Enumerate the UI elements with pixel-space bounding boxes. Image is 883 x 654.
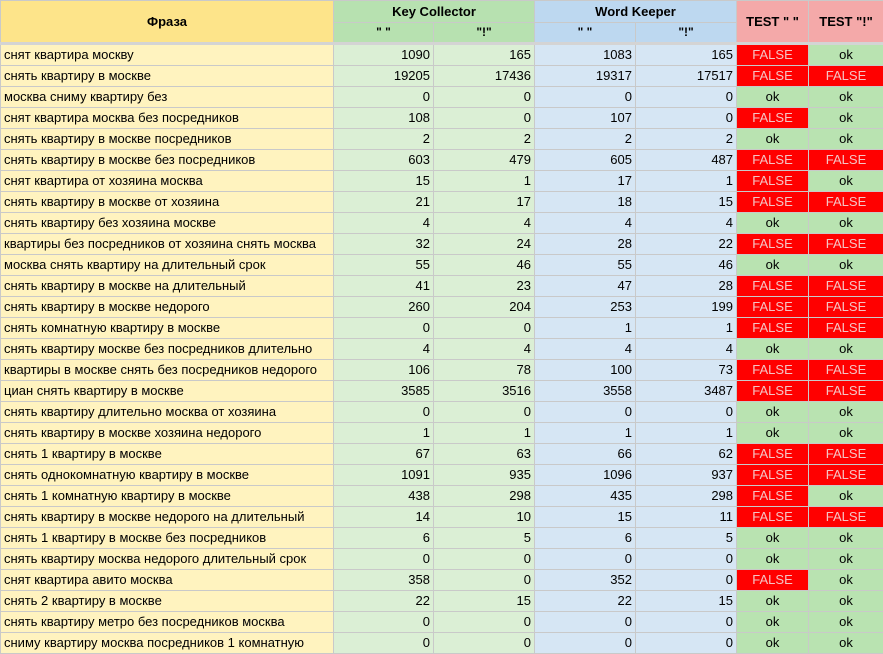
- wk-excl-cell[interactable]: 937: [636, 465, 737, 486]
- wk-excl-cell[interactable]: 199: [636, 297, 737, 318]
- wk-excl-cell[interactable]: 2: [636, 129, 737, 150]
- test-quotes-cell[interactable]: ok: [737, 528, 809, 549]
- wk-quotes-cell[interactable]: 1: [535, 318, 636, 339]
- test-excl-cell[interactable]: FALSE: [809, 192, 883, 213]
- test-quotes-cell[interactable]: FALSE: [737, 318, 809, 339]
- wk-excl-cell[interactable]: 1: [636, 318, 737, 339]
- header-test-quotes[interactable]: TEST " ": [737, 1, 809, 44]
- header-key-collector[interactable]: Key Collector: [334, 1, 535, 23]
- header-test-excl[interactable]: TEST "!": [809, 1, 883, 44]
- table-row: [1, 549, 883, 570]
- table-row: [1, 66, 883, 87]
- phrase-cell[interactable]: москва снять квартиру на длительный срок: [1, 255, 334, 276]
- phrase-cell[interactable]: квартиры в москве снять без посредников недорого: [1, 360, 334, 381]
- test-quotes-cell[interactable]: FALSE: [737, 465, 809, 486]
- test-quotes-cell[interactable]: FALSE: [737, 570, 809, 591]
- kc-excl-cell[interactable]: 1: [434, 423, 535, 444]
- test-excl-cell[interactable]: ok: [809, 108, 883, 129]
- kc-excl-cell[interactable]: 15: [434, 591, 535, 612]
- table-row: [1, 318, 883, 339]
- table-row: [1, 381, 883, 402]
- wk-excl-cell[interactable]: 15: [636, 192, 737, 213]
- phrase-cell[interactable]: снять 2 квартиру в москве: [1, 591, 334, 612]
- wk-quotes-cell[interactable]: 18: [535, 192, 636, 213]
- phrase-cell[interactable]: снять квартиру в москве недорого на длительный: [1, 507, 334, 528]
- phrase-cell[interactable]: снять квартиру в москве на длительный: [1, 276, 334, 297]
- wk-excl-cell[interactable]: 0: [636, 402, 737, 423]
- kc-quotes-cell[interactable]: 106: [334, 360, 434, 381]
- table-row: [1, 402, 883, 423]
- wk-quotes-cell[interactable]: 0: [535, 549, 636, 570]
- phrase-cell[interactable]: снять комнатную квартиру в москве: [1, 318, 334, 339]
- test-quotes-cell[interactable]: ok: [737, 549, 809, 570]
- kc-quotes-cell[interactable]: 603: [334, 150, 434, 171]
- phrase-cell[interactable]: снять квартиру москва недорого длительный срок: [1, 549, 334, 570]
- table-row: [1, 234, 883, 255]
- wk-excl-cell[interactable]: 1: [636, 423, 737, 444]
- table-row: [1, 192, 883, 213]
- test-excl-cell[interactable]: FALSE: [809, 444, 883, 465]
- wk-excl-cell[interactable]: 28: [636, 276, 737, 297]
- kc-excl-cell[interactable]: 165: [434, 44, 535, 66]
- test-quotes-cell[interactable]: ok: [737, 402, 809, 423]
- table-body: [1, 44, 883, 654]
- kc-excl-cell[interactable]: 0: [434, 108, 535, 129]
- test-excl-cell[interactable]: ok: [809, 402, 883, 423]
- wk-quotes-cell[interactable]: 352: [535, 570, 636, 591]
- kc-quotes-cell[interactable]: 0: [334, 318, 434, 339]
- test-excl-cell[interactable]: FALSE: [809, 465, 883, 486]
- kc-excl-cell[interactable]: 23: [434, 276, 535, 297]
- kc-excl-cell[interactable]: 0: [434, 402, 535, 423]
- kc-quotes-cell[interactable]: 22: [334, 591, 434, 612]
- wk-quotes-cell[interactable]: 47: [535, 276, 636, 297]
- kc-quotes-cell[interactable]: 0: [334, 87, 434, 108]
- kc-excl-cell[interactable]: 1: [434, 171, 535, 192]
- table-row: [1, 297, 883, 318]
- kc-excl-cell[interactable]: 4: [434, 213, 535, 234]
- phrase-cell[interactable]: снять квартиру в москве посредников: [1, 129, 334, 150]
- table-row: [1, 507, 883, 528]
- table-row: [1, 150, 883, 171]
- test-excl-cell[interactable]: ok: [809, 591, 883, 612]
- wk-quotes-cell[interactable]: 4: [535, 339, 636, 360]
- wk-quotes-cell[interactable]: 28: [535, 234, 636, 255]
- wk-quotes-cell[interactable]: 19317: [535, 66, 636, 87]
- phrase-cell[interactable]: снять квартиру без хозяина москве: [1, 213, 334, 234]
- kc-excl-cell[interactable]: 935: [434, 465, 535, 486]
- test-excl-cell[interactable]: ok: [809, 633, 883, 654]
- header-word-keeper[interactable]: Word Keeper: [535, 1, 737, 23]
- phrase-cell[interactable]: снять квартиру в москве недорого: [1, 297, 334, 318]
- test-quotes-cell[interactable]: FALSE: [737, 192, 809, 213]
- test-quotes-cell[interactable]: ok: [737, 633, 809, 654]
- kc-excl-cell[interactable]: 204: [434, 297, 535, 318]
- kc-excl-cell[interactable]: 17436: [434, 66, 535, 87]
- wk-quotes-cell[interactable]: 253: [535, 297, 636, 318]
- test-quotes-cell[interactable]: ok: [737, 339, 809, 360]
- header-kc-quotes[interactable]: " ": [334, 23, 434, 44]
- kc-quotes-cell[interactable]: 15: [334, 171, 434, 192]
- kc-quotes-cell[interactable]: 358: [334, 570, 434, 591]
- test-excl-cell[interactable]: FALSE: [809, 507, 883, 528]
- phrase-cell[interactable]: москва сниму квартиру без: [1, 87, 334, 108]
- wk-excl-cell[interactable]: 0: [636, 549, 737, 570]
- test-excl-cell[interactable]: ok: [809, 213, 883, 234]
- wk-quotes-cell[interactable]: 1096: [535, 465, 636, 486]
- wk-quotes-cell[interactable]: 15: [535, 507, 636, 528]
- kc-quotes-cell[interactable]: 1091: [334, 465, 434, 486]
- table-row: [1, 171, 883, 192]
- wk-excl-cell[interactable]: 11: [636, 507, 737, 528]
- kc-excl-cell[interactable]: 10: [434, 507, 535, 528]
- test-excl-cell[interactable]: ok: [809, 87, 883, 108]
- wk-quotes-cell[interactable]: 1: [535, 423, 636, 444]
- phrase-cell[interactable]: снят квартира москву: [1, 44, 334, 66]
- wk-excl-cell[interactable]: 17517: [636, 66, 737, 87]
- kc-excl-cell[interactable]: 0: [434, 612, 535, 633]
- test-quotes-cell[interactable]: ok: [737, 213, 809, 234]
- kc-quotes-cell[interactable]: 19205: [334, 66, 434, 87]
- test-quotes-cell[interactable]: ok: [737, 87, 809, 108]
- kc-quotes-cell[interactable]: 14: [334, 507, 434, 528]
- kc-excl-cell[interactable]: 298: [434, 486, 535, 507]
- kc-quotes-cell[interactable]: 4: [334, 213, 434, 234]
- wk-excl-cell[interactable]: 22: [636, 234, 737, 255]
- test-quotes-cell[interactable]: ok: [737, 612, 809, 633]
- phrase-cell[interactable]: снять 1 квартиру в москве: [1, 444, 334, 465]
- phrase-cell[interactable]: снять однокомнатную квартиру в москве: [1, 465, 334, 486]
- test-quotes-cell[interactable]: FALSE: [737, 360, 809, 381]
- kc-quotes-cell[interactable]: 1: [334, 423, 434, 444]
- kc-quotes-cell[interactable]: 108: [334, 108, 434, 129]
- kc-quotes-cell[interactable]: 6: [334, 528, 434, 549]
- kc-quotes-cell[interactable]: 260: [334, 297, 434, 318]
- table-row: [1, 570, 883, 591]
- header-row-1: [1, 1, 883, 23]
- test-excl-cell[interactable]: ok: [809, 612, 883, 633]
- table-row: [1, 87, 883, 108]
- test-quotes-cell[interactable]: ok: [737, 591, 809, 612]
- wk-excl-cell[interactable]: 487: [636, 150, 737, 171]
- table-row: [1, 465, 883, 486]
- test-quotes-cell[interactable]: ok: [737, 423, 809, 444]
- wk-excl-cell[interactable]: 0: [636, 87, 737, 108]
- test-excl-cell[interactable]: FALSE: [809, 234, 883, 255]
- table-row: [1, 339, 883, 360]
- kc-excl-cell[interactable]: 63: [434, 444, 535, 465]
- phrase-cell[interactable]: снять 1 комнатную квартиру в москве: [1, 486, 334, 507]
- table-row: [1, 360, 883, 381]
- wk-excl-cell[interactable]: 165: [636, 44, 737, 66]
- wk-quotes-cell[interactable]: 66: [535, 444, 636, 465]
- table-row: [1, 255, 883, 276]
- kc-quotes-cell[interactable]: 67: [334, 444, 434, 465]
- header-phrase[interactable]: Фраза: [1, 1, 334, 44]
- test-quotes-cell[interactable]: FALSE: [737, 234, 809, 255]
- phrase-cell[interactable]: квартиры без посредников от хозяина снять москва: [1, 234, 334, 255]
- test-excl-cell[interactable]: ok: [809, 423, 883, 444]
- header-kc-excl[interactable]: "!": [434, 23, 535, 44]
- phrase-cell[interactable]: снять квартиру в москве хозяина недорого: [1, 423, 334, 444]
- test-quotes-cell[interactable]: FALSE: [737, 66, 809, 87]
- kc-quotes-cell[interactable]: 55: [334, 255, 434, 276]
- test-excl-cell[interactable]: ok: [809, 171, 883, 192]
- wk-quotes-cell[interactable]: 3558: [535, 381, 636, 402]
- phrase-cell[interactable]: снять 1 квартиру в москве без посредников: [1, 528, 334, 549]
- kc-excl-cell[interactable]: 2: [434, 129, 535, 150]
- test-excl-cell[interactable]: ok: [809, 129, 883, 150]
- wk-quotes-cell[interactable]: 17: [535, 171, 636, 192]
- kc-quotes-cell[interactable]: 4: [334, 339, 434, 360]
- phrase-cell[interactable]: снят квартира москва без посредников: [1, 108, 334, 129]
- wk-excl-cell[interactable]: 0: [636, 108, 737, 129]
- wk-quotes-cell[interactable]: 0: [535, 633, 636, 654]
- header-wk-excl[interactable]: "!": [636, 23, 737, 44]
- test-excl-cell[interactable]: ok: [809, 549, 883, 570]
- wk-excl-cell[interactable]: 298: [636, 486, 737, 507]
- wk-excl-cell[interactable]: 73: [636, 360, 737, 381]
- wk-quotes-cell[interactable]: 100: [535, 360, 636, 381]
- test-excl-cell[interactable]: ok: [809, 528, 883, 549]
- wk-excl-cell[interactable]: 46: [636, 255, 737, 276]
- test-quotes-cell[interactable]: ok: [737, 255, 809, 276]
- test-quotes-cell[interactable]: FALSE: [737, 276, 809, 297]
- test-excl-cell[interactable]: ok: [809, 255, 883, 276]
- table-row: [1, 633, 883, 654]
- kc-excl-cell[interactable]: 0: [434, 87, 535, 108]
- kc-quotes-cell[interactable]: 438: [334, 486, 434, 507]
- wk-excl-cell[interactable]: 0: [636, 570, 737, 591]
- test-quotes-cell[interactable]: FALSE: [737, 297, 809, 318]
- phrase-cell[interactable]: сниму квартиру москва посредников 1 комнатную: [1, 633, 334, 654]
- kc-quotes-cell[interactable]: 2: [334, 129, 434, 150]
- wk-quotes-cell[interactable]: 22: [535, 591, 636, 612]
- kc-excl-cell[interactable]: 0: [434, 570, 535, 591]
- kc-quotes-cell[interactable]: 41: [334, 276, 434, 297]
- kc-quotes-cell[interactable]: 21: [334, 192, 434, 213]
- table-row: [1, 423, 883, 444]
- test-excl-cell[interactable]: ok: [809, 339, 883, 360]
- wk-quotes-cell[interactable]: 4: [535, 213, 636, 234]
- table-row: [1, 591, 883, 612]
- wk-excl-cell[interactable]: 0: [636, 633, 737, 654]
- phrase-cell[interactable]: снять квартиру метро без посредников москва: [1, 612, 334, 633]
- wk-quotes-cell[interactable]: 0: [535, 87, 636, 108]
- kc-quotes-cell[interactable]: 3585: [334, 381, 434, 402]
- phrase-cell[interactable]: снять квартиру москве без посредников длительно: [1, 339, 334, 360]
- kc-excl-cell[interactable]: 5: [434, 528, 535, 549]
- wk-excl-cell[interactable]: 3487: [636, 381, 737, 402]
- table-row: [1, 129, 883, 150]
- phrase-cell[interactable]: снять квартиру в москве без посредников: [1, 150, 334, 171]
- phrase-cell[interactable]: снять квартиру в москве от хозяина: [1, 192, 334, 213]
- header-wk-quotes[interactable]: " ": [535, 23, 636, 44]
- kc-excl-cell[interactable]: 479: [434, 150, 535, 171]
- test-quotes-cell[interactable]: ok: [737, 129, 809, 150]
- test-quotes-cell[interactable]: FALSE: [737, 150, 809, 171]
- wk-quotes-cell[interactable]: 0: [535, 612, 636, 633]
- test-quotes-cell[interactable]: FALSE: [737, 171, 809, 192]
- test-quotes-cell[interactable]: FALSE: [737, 507, 809, 528]
- kc-quotes-cell[interactable]: 32: [334, 234, 434, 255]
- phrase-cell[interactable]: снять квартиру в москве: [1, 66, 334, 87]
- test-excl-cell[interactable]: FALSE: [809, 150, 883, 171]
- test-quotes-cell[interactable]: FALSE: [737, 381, 809, 402]
- wk-excl-cell[interactable]: 62: [636, 444, 737, 465]
- phrase-cell[interactable]: снят квартира авито москва: [1, 570, 334, 591]
- wk-quotes-cell[interactable]: 435: [535, 486, 636, 507]
- table-row: [1, 44, 883, 66]
- wk-quotes-cell[interactable]: 107: [535, 108, 636, 129]
- test-excl-cell[interactable]: FALSE: [809, 297, 883, 318]
- wk-quotes-cell[interactable]: 605: [535, 150, 636, 171]
- phrase-cell[interactable]: снять квартиру длительно москва от хозяина: [1, 402, 334, 423]
- test-excl-cell[interactable]: FALSE: [809, 360, 883, 381]
- wk-excl-cell[interactable]: 4: [636, 213, 737, 234]
- test-excl-cell[interactable]: ok: [809, 486, 883, 507]
- kc-quotes-cell[interactable]: 0: [334, 402, 434, 423]
- wk-quotes-cell[interactable]: 1083: [535, 44, 636, 66]
- kc-excl-cell[interactable]: 0: [434, 633, 535, 654]
- phrase-cell[interactable]: снят квартира от хозяина москва: [1, 171, 334, 192]
- wk-excl-cell[interactable]: 4: [636, 339, 737, 360]
- kc-excl-cell[interactable]: 4: [434, 339, 535, 360]
- table-row: [1, 444, 883, 465]
- test-quotes-cell[interactable]: FALSE: [737, 108, 809, 129]
- wk-excl-cell[interactable]: 1: [636, 171, 737, 192]
- wk-excl-cell[interactable]: 0: [636, 612, 737, 633]
- kc-excl-cell[interactable]: 3516: [434, 381, 535, 402]
- kc-excl-cell[interactable]: 0: [434, 318, 535, 339]
- phrase-cell[interactable]: циан снять квартиру в москве: [1, 381, 334, 402]
- wk-quotes-cell[interactable]: 55: [535, 255, 636, 276]
- table-row: [1, 276, 883, 297]
- kc-excl-cell[interactable]: 24: [434, 234, 535, 255]
- test-excl-cell[interactable]: ok: [809, 570, 883, 591]
- kc-excl-cell[interactable]: 17: [434, 192, 535, 213]
- table-row: [1, 528, 883, 549]
- table-row: [1, 213, 883, 234]
- test-quotes-cell[interactable]: FALSE: [737, 486, 809, 507]
- test-excl-cell[interactable]: FALSE: [809, 318, 883, 339]
- table-row: [1, 612, 883, 633]
- kc-excl-cell[interactable]: 0: [434, 549, 535, 570]
- test-excl-cell[interactable]: ok: [809, 44, 883, 66]
- kc-excl-cell[interactable]: 46: [434, 255, 535, 276]
- test-excl-cell[interactable]: FALSE: [809, 276, 883, 297]
- table-row: [1, 108, 883, 129]
- kc-quotes-cell[interactable]: 0: [334, 633, 434, 654]
- kc-quotes-cell[interactable]: 0: [334, 612, 434, 633]
- kc-excl-cell[interactable]: 78: [434, 360, 535, 381]
- wk-excl-cell[interactable]: 5: [636, 528, 737, 549]
- wk-quotes-cell[interactable]: 0: [535, 402, 636, 423]
- kc-quotes-cell[interactable]: 0: [334, 549, 434, 570]
- wk-excl-cell[interactable]: 15: [636, 591, 737, 612]
- table-row: [1, 486, 883, 507]
- test-excl-cell[interactable]: FALSE: [809, 66, 883, 87]
- wk-quotes-cell[interactable]: 6: [535, 528, 636, 549]
- test-quotes-cell[interactable]: FALSE: [737, 44, 809, 66]
- test-excl-cell[interactable]: FALSE: [809, 381, 883, 402]
- wk-quotes-cell[interactable]: 2: [535, 129, 636, 150]
- test-quotes-cell[interactable]: FALSE: [737, 444, 809, 465]
- kc-quotes-cell[interactable]: 1090: [334, 44, 434, 66]
